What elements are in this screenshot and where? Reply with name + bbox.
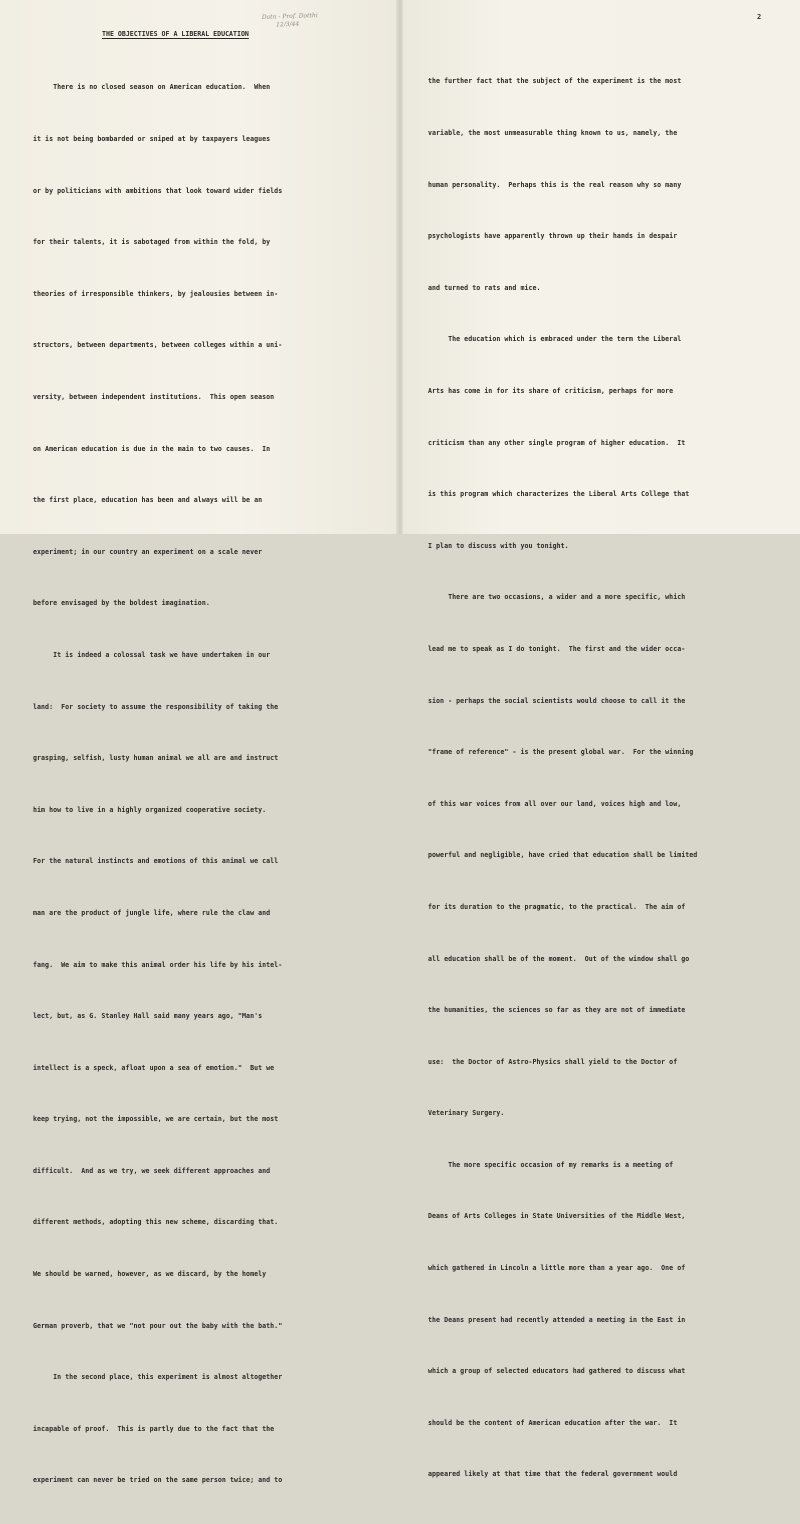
text-line: keep trying, not the impossible, we are certain, but the most — [33, 1115, 279, 1124]
text-line: for their talents, it is sabotaged from within the fold, by — [33, 238, 271, 247]
text-line: Arts has come in for its share of criticism, perhaps for more — [428, 386, 674, 395]
text-line: German proverb, that we "not pour out the baby with the bath." — [33, 1321, 283, 1330]
text-line: variable, the most unmeasurable thing known to us, namely, the — [428, 129, 678, 137]
text-line: powerful and negligible, have cried that education shall be limited — [428, 851, 698, 860]
handwritten-note — [262, 12, 318, 30]
text-line: I plan to discuss with you tonight. — [428, 541, 569, 550]
text-line: Veterinary Surgery. — [428, 1109, 505, 1118]
text-line: incapable of proof. This is partly due to the fact that the — [33, 1424, 275, 1433]
text-line: It is indeed a colossal task we have undertaken in our — [33, 650, 271, 659]
text-line: psychologists have apparently thrown up their hands in despair — [428, 232, 678, 241]
text-line: human personality. Perhaps this is the real reason why so many — [428, 180, 682, 189]
text-line: man are the product of jungle life, where rule the claw and — [33, 908, 271, 917]
text-line: experiment can never be tried on the same person twice; and to — [33, 1476, 283, 1485]
text-line: land: For society to assume the responsibility of taking the — [33, 702, 279, 711]
text-line: is this program which characterizes the Liberal Arts College that — [428, 490, 690, 499]
text-line: or by politicians with ambitions that look toward wider fields — [33, 186, 283, 195]
text-line: versity, between independent institutions. This open season — [33, 392, 275, 401]
text-line: The education which is embraced under the term the Liberal — [428, 335, 682, 344]
text-line: lect, but, as G. Stanley Hall said many years ago, "Man's — [33, 1012, 263, 1021]
text-line: "frame of reference" - is the present global war. For the winning — [428, 748, 694, 757]
text-line: it is not being bombarded or sniped at by taxpayers leagues — [33, 135, 271, 143]
text-line: The more specific occasion of my remarks is a meeting of — [428, 1160, 674, 1169]
text-line: difficult. And as we try, we seek different approaches and — [33, 1166, 271, 1175]
text-line: the humanities, the sciences so far as they are not of immediate — [428, 1006, 686, 1015]
text-line: for its duration to the pragmatic, to the practical. The aim of — [428, 902, 686, 911]
text-line: the Deans present had recently attended a meeting in the East in — [428, 1315, 686, 1324]
text-line: the first place, education has been and always will be an — [33, 496, 263, 505]
text-line: all education shall be of the moment. Out of the window shall go — [428, 954, 690, 963]
text-line: of this war voices from all over our land, voices high and low, — [428, 799, 682, 808]
text-line: before envisaged by the boldest imagination. — [33, 599, 210, 608]
text-line: grasping, selfish, lusty human animal we all are and instruct — [33, 754, 279, 763]
text-line: and turned to rats and mice. — [428, 283, 541, 292]
text-line: intellect is a speck, afloat upon a sea of emotion." But we — [33, 1063, 275, 1072]
text-line: different methods, adopting this new scheme, discarding that. — [33, 1218, 279, 1227]
text-line: Deans of Arts Colleges in State Universities of the Middle West, — [428, 1212, 686, 1221]
left-page-text — [33, 45, 282, 1524]
text-line: should be the content of American education after the war. It — [428, 1418, 678, 1427]
right-page-text — [428, 39, 697, 1518]
text-line: theories of irresponsible thinkers, by jealousies between in- — [33, 289, 279, 298]
text-line: We should be warned, however, as we discard, by the homely — [33, 1270, 267, 1279]
text-line: him how to live in a highly organized cooperative society. — [33, 805, 267, 814]
text-line: which a group of selected educators had gathered to discuss what — [428, 1367, 686, 1376]
text-line: experiment; in our country an experiment on a scale never — [33, 547, 263, 556]
text-line: There is no closed season on American education. When — [33, 83, 271, 92]
text-line: appeared likely at that time that the federal government would — [428, 1470, 678, 1479]
text-line: structors, between departments, between colleges within a uni- — [33, 341, 283, 350]
text-line: use: the Doctor of Astro-Physics shall yield to the Doctor of — [428, 1057, 678, 1066]
text-line: sion - perhaps the social scientists would choose to call it the — [428, 696, 686, 705]
text-line: which gathered in Lincoln a little more than a year ago. One of — [428, 1264, 686, 1273]
text-line: criticism than any other single program of higher education. It — [428, 438, 686, 447]
text-line: lead me to speak as I do tonight. The first and the wider occa- — [428, 644, 686, 653]
handwritten-note-date: 12/3/44 — [276, 20, 300, 29]
page-number: 2 — [757, 13, 762, 21]
text-line: fang. We aim to make this animal order his life by his intel- — [33, 960, 283, 969]
handwritten-note-line: Datn - Prof. Dotthi — [261, 12, 318, 21]
text-line: the further fact that the subject of the experiment is the most — [428, 77, 682, 86]
text-line: In the second place, this experiment is almost altogether — [33, 1373, 283, 1382]
text-line: For the natural instincts and emotions of this animal we call — [33, 857, 279, 866]
text-line: There are two occasions, a wider and a more specific, which — [428, 593, 686, 602]
document-title: THE OBJECTIVES OF A LIBERAL EDUCATION — [102, 30, 249, 38]
text-line: on American education is due in the main to two causes. In — [33, 444, 271, 453]
